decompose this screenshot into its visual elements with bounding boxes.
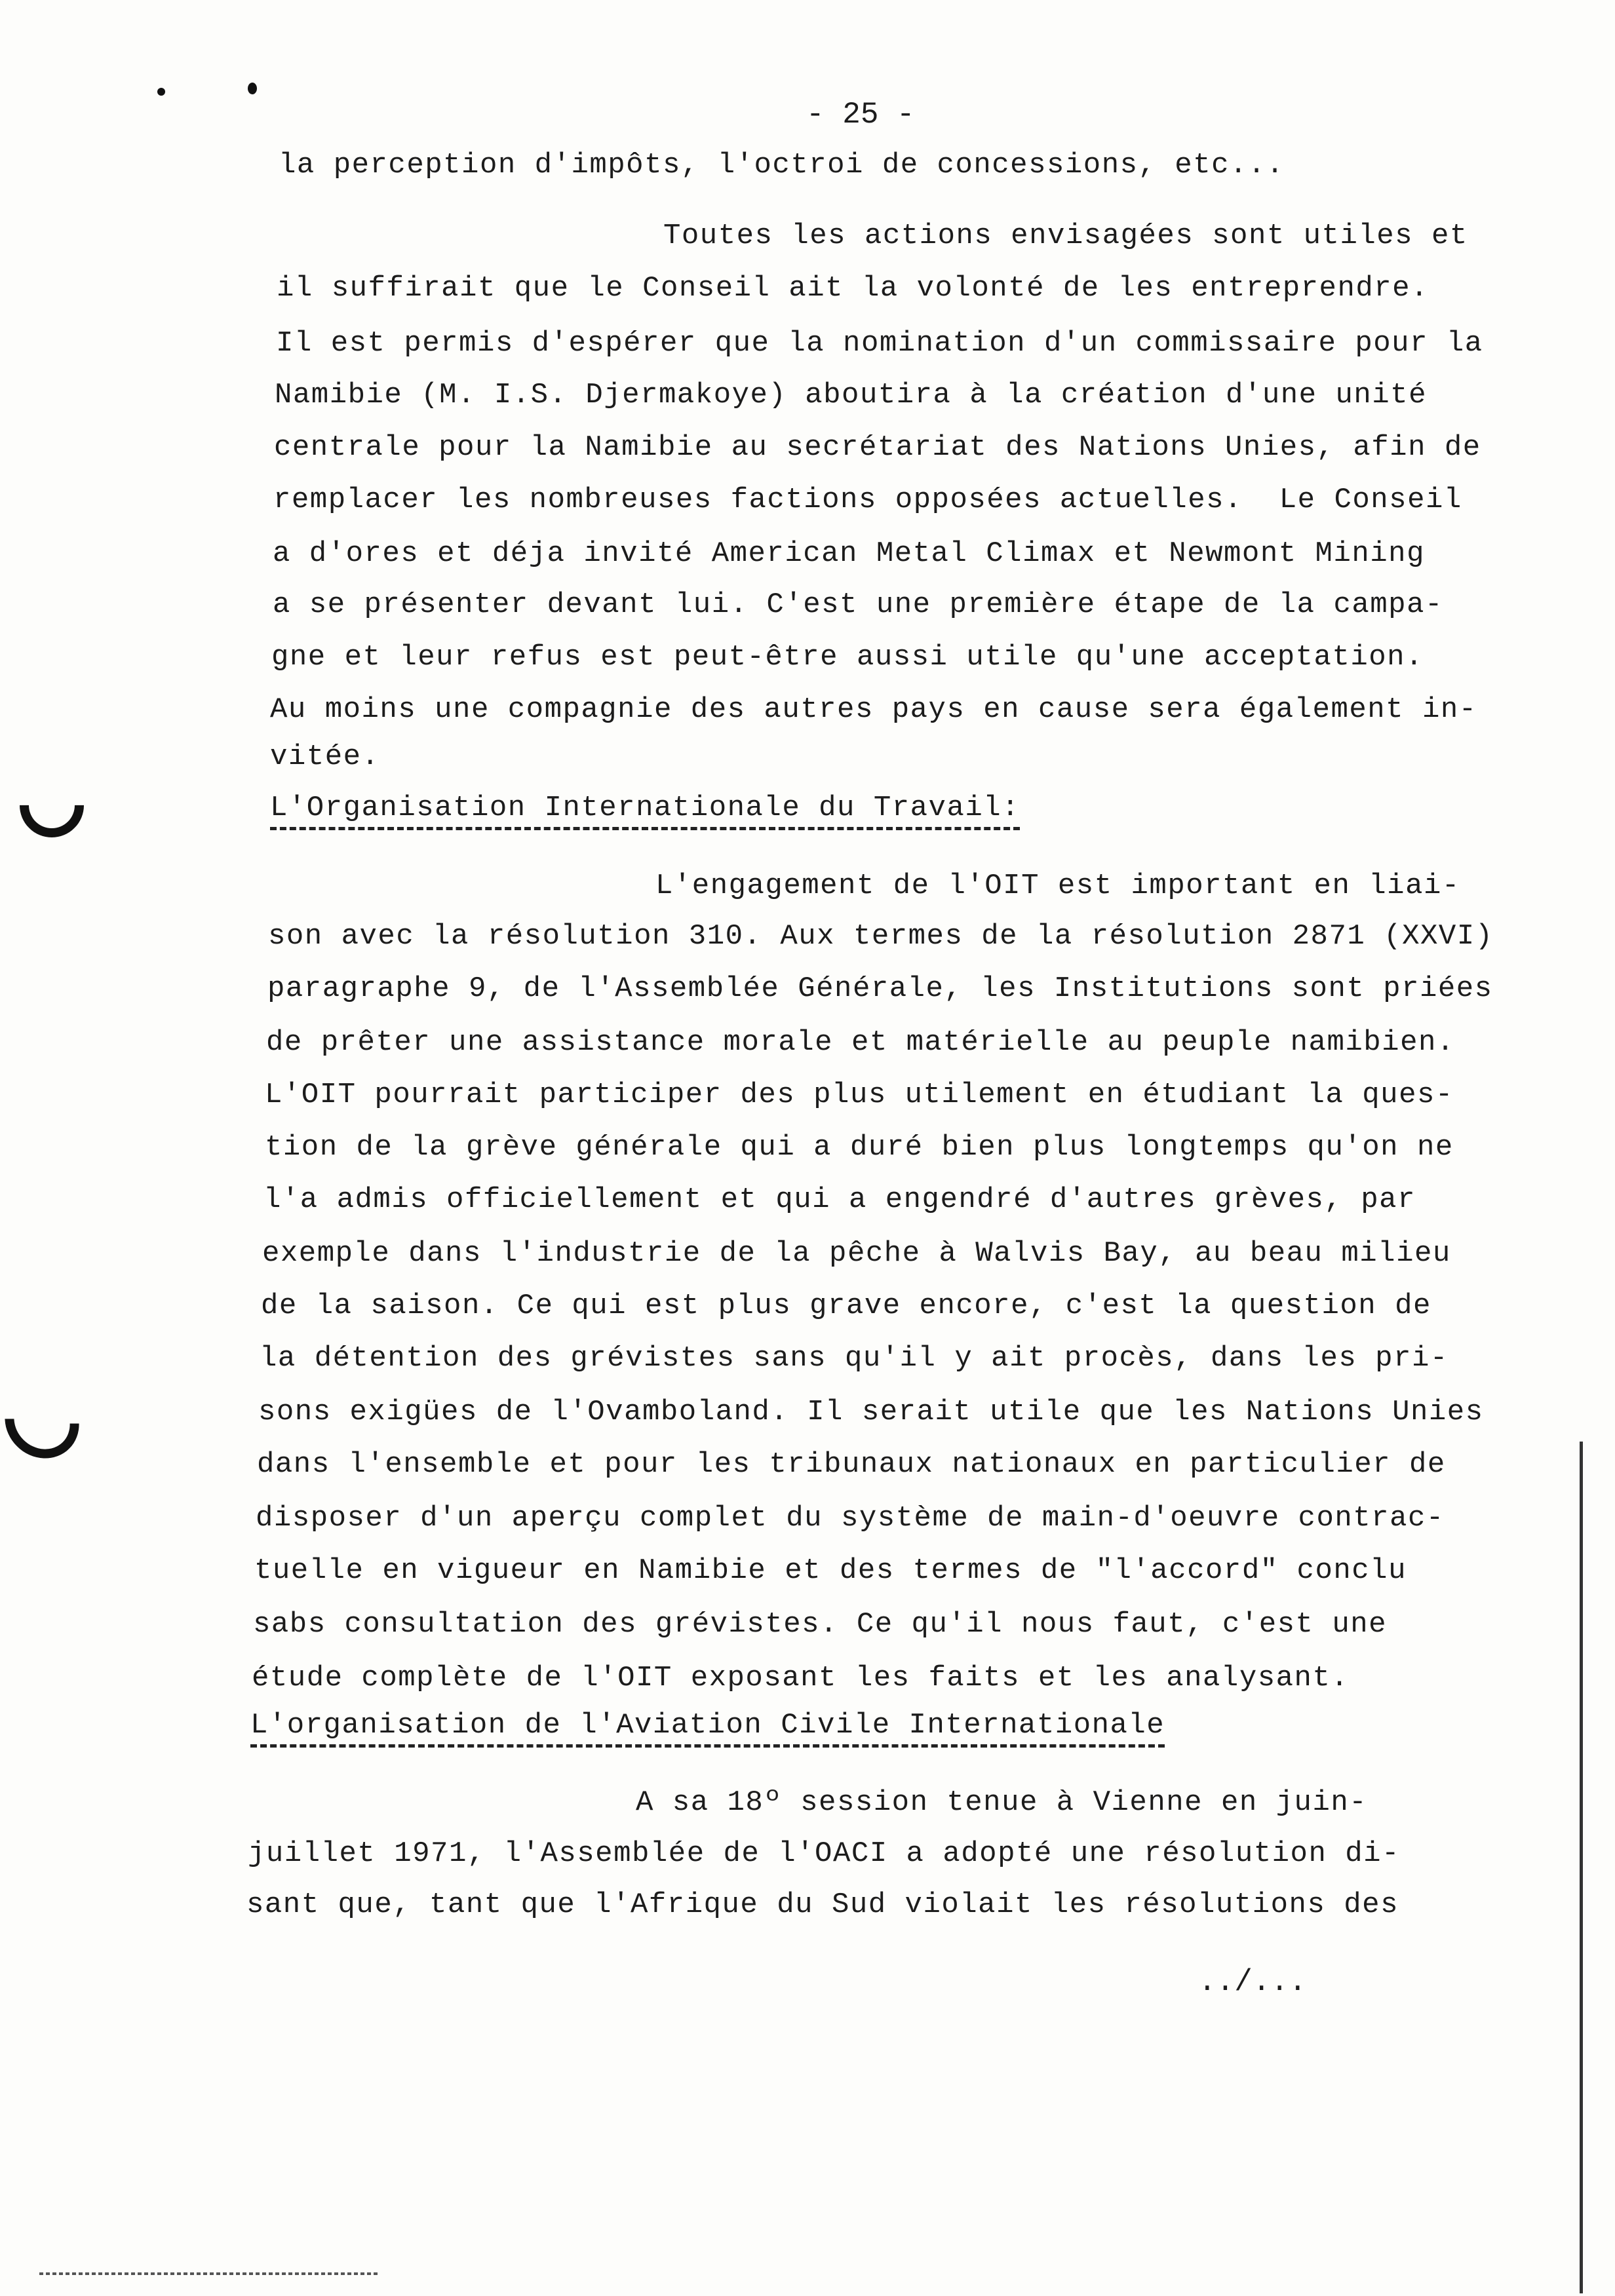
text-line: la perception d'impôts, l'octroi de concessions, etc...	[279, 149, 1285, 182]
text-line: son avec la résolution 310. Aux termes de la résolution 2871 (XXVI)	[268, 920, 1494, 953]
text-line: de prêter une assistance morale et matérielle au peuple namibien.	[266, 1026, 1455, 1059]
scan-edge	[1580, 1442, 1583, 2293]
text-line: étude complète de l'OIT exposant les faits et les analysant.	[252, 1662, 1350, 1694]
text-line: disposer d'un aperçu complet du système de main-d'oeuvre contrac-	[256, 1502, 1445, 1535]
text-line: tion de la grève générale qui a duré bien plus longtemps qu'on ne	[265, 1131, 1454, 1164]
text-line: sons exigües de l'Ovamboland. Il serait utile que les Nations Unies	[258, 1396, 1484, 1428]
text-line: sant que, tant que l'Afrique du Sud violait les résolutions des	[246, 1888, 1399, 1921]
text-line: il suffirait que le Conseil ait la volonté de les entreprendre.	[277, 272, 1429, 305]
text-line: Au moins une compagnie des autres pays en cause sera également in-	[270, 693, 1477, 726]
continuation-mark: ../...	[1198, 1965, 1307, 1999]
text-line: Il est permis d'espérer que la nomination d'un commissaire pour la	[276, 327, 1483, 360]
scan-bottom-noise	[39, 2272, 380, 2275]
text-line: centrale pour la Namibie au secrétariat des Nations Unies, afin de	[274, 431, 1481, 464]
text-line: Namibie (M. I.S. Djermakoye) aboutira à la création d'une unité	[275, 379, 1427, 411]
section-heading-oaci: L'organisation de l'Aviation Civile Internationale	[250, 1708, 1165, 1748]
text-line: la détention des grévistes sans qu'il y ait procès, dans les pri-	[260, 1342, 1449, 1375]
text-line: l'a admis officiellement et qui a engendré d'autres grèves, par	[263, 1183, 1416, 1216]
text-line: juillet 1971, l'Assemblée de l'OACI a adopté une résolution di-	[248, 1837, 1400, 1870]
text-line: gne et leur refus est peut-être aussi utile qu'une acceptation.	[271, 641, 1424, 674]
punch-hole-mark	[7, 760, 98, 851]
text-line: de la saison. Ce qui est plus grave encore, c'est la question de	[261, 1290, 1431, 1322]
text-line: a d'ores et déja invité American Metal Climax et Newmont Mining	[273, 537, 1425, 570]
text-line: remplacer les nombreuses factions opposées actuelles. Le Conseil	[273, 484, 1462, 516]
text-line: sabs consultation des grévistes. Ce qu'il nous faut, c'est une	[253, 1608, 1388, 1641]
scan-speck	[248, 83, 257, 94]
text-line: Toutes les actions envisagées sont utiles et	[663, 220, 1468, 252]
text-line: vitée.	[270, 740, 380, 773]
scan-speck	[157, 88, 165, 96]
text-line: paragraphe 9, de l'Assemblée Générale, les Institutions sont priées	[267, 972, 1493, 1005]
section-heading-oit: L'Organisation Internationale du Travail:	[270, 790, 1020, 830]
text-line: exemple dans l'industrie de la pêche à Walvis Bay, au beau milieu	[262, 1237, 1451, 1270]
text-line: tuelle en vigueur en Namibie et des termes de "l'accord" conclu	[254, 1554, 1407, 1587]
punch-hole-mark	[0, 1369, 94, 1474]
text-line: dans l'ensemble et pour les tribunaux nationaux en particulier de	[257, 1448, 1446, 1481]
text-line: A sa 18º session tenue à Vienne en juin-	[636, 1786, 1368, 1819]
page-number: - 25 -	[806, 98, 915, 132]
text-line: L'OIT pourrait participer des plus utilement en étudiant la ques-	[265, 1079, 1454, 1111]
text-line: L'engagement de l'OIT est important en liai-	[655, 870, 1460, 902]
text-line: a se présenter devant lui. C'est une première étape de la campa-	[273, 588, 1443, 621]
